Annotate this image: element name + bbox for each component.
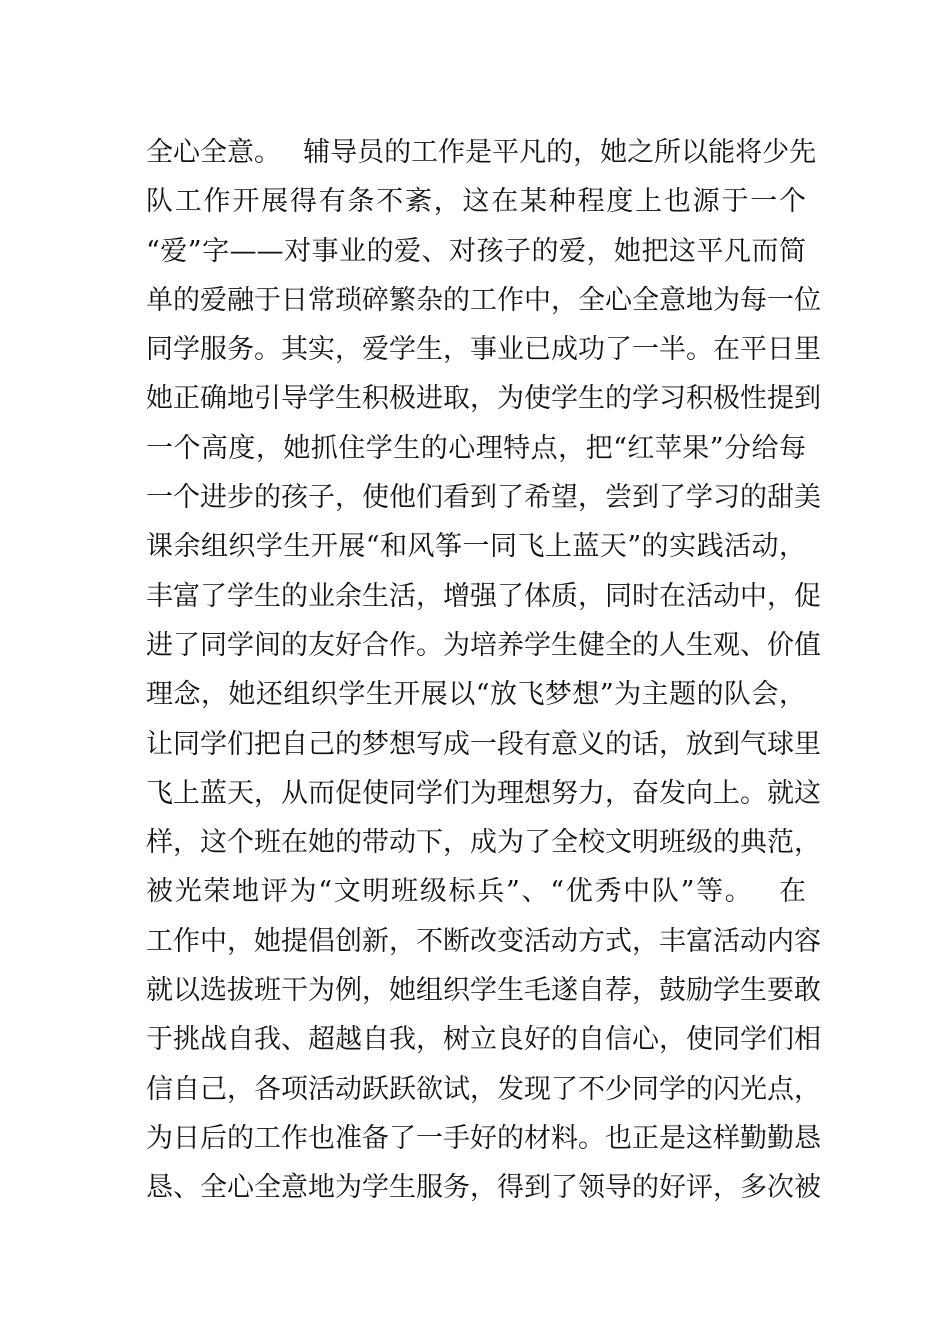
- text-line: 理念，她还组织学生开展以“放飞梦想”为主题的队会，: [146, 679, 806, 711]
- text-line: 单的爱融于日常琐碎繁杂的工作中，全心全意地为每一位: [146, 284, 821, 316]
- text-line: 为日后的工作也准备了一手好的材料。也正是这样勤勤恳: [146, 1122, 821, 1154]
- text-line: 恳、全心全意地为学生服务，得到了领导的好评，多次被: [146, 1172, 821, 1204]
- text-line: 工作中，她提倡创新，不断改变活动方式，丰富活动内容: [146, 925, 821, 957]
- text-line: 信自己，各项活动跃跃欲试，发现了不少同学的闪光点，: [146, 1073, 821, 1105]
- text-line: 一个进步的孩子，使他们看到了希望，尝到了学习的甜美: [146, 482, 821, 514]
- text-line: 同学服务。其实，爱学生，事业已成功了一半。在平日里: [146, 334, 821, 366]
- text-line: 让同学们把自己的梦想写成一段有意义的话，放到气球里: [146, 728, 821, 760]
- text-line: 就以选拔班干为例，她组织学生毛遂自荐，鼓励学生要敢: [146, 975, 821, 1007]
- body-text: [146, 128, 821, 1213]
- text-line: 飞上蓝天，从而促使同学们为理想努力，奋发向上。就这: [146, 777, 821, 809]
- text-line: 进了同学间的友好合作。为培养学生健全的人生观、价值: [146, 629, 821, 661]
- text-line: 队工作开展得有条不紊，这在某种程度上也源于一个: [146, 186, 806, 218]
- text-line: 全心全意。 辅导员的工作是平凡的，她之所以能将少先: [146, 137, 817, 168]
- text-line: “爱”字——对事业的爱、对孩子的爱，她把这平凡而简: [146, 235, 806, 267]
- text-line: 她正确地引导学生积极进取，为使学生的学习积极性提到: [146, 383, 821, 415]
- text-line: 丰富了学生的业余生活，增强了体质，同时在活动中，促: [146, 580, 821, 612]
- text-line: 样，这个班在她的带动下，成为了全校文明班级的典范，: [146, 827, 821, 859]
- text-line: 于挑战自我、超越自我，树立良好的自信心，使同学们相: [146, 1024, 821, 1056]
- text-line: 被光荣地评为“文明班级标兵”、“优秀中队”等。 在: [146, 876, 806, 908]
- text-line: 一个高度，她抓住学生的心理特点，把“红苹果”分给每: [146, 432, 806, 464]
- text-line: 课余组织学生开展“和风筝一同飞上蓝天”的实践活动，: [146, 531, 806, 563]
